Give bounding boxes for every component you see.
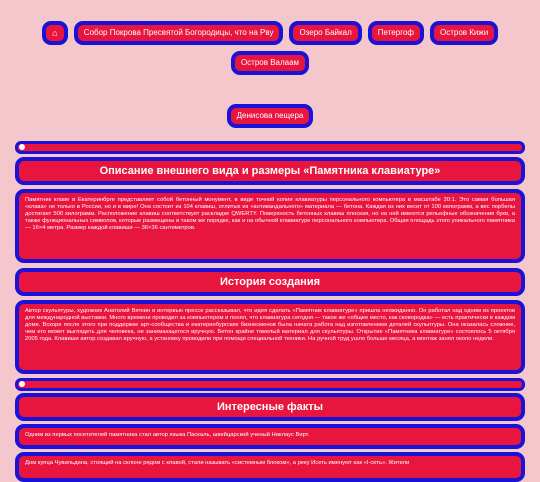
nav-item-kizhi[interactable]: Остров Кижи <box>430 21 498 45</box>
top-nav-row2 <box>0 83 540 128</box>
scroll-knob[interactable] <box>19 144 25 150</box>
facts-panel-2: Дом купца Чувильдина, стоящий на склоне рядом с клавой, стали называть «системным блоком», а реку Исеть именуют как «I-сеть». Жители <box>15 452 525 482</box>
nav-item-baikal[interactable]: Озеро Байкал <box>289 21 361 45</box>
nav-item-denisova[interactable]: Денисова пещера <box>227 104 314 128</box>
scroll-bar[interactable] <box>15 141 525 154</box>
history-title: История создания <box>15 268 525 296</box>
history-panel: Автор скульптуры, художник Анатолий Вяткин в интервью прессе рассказывал, что идея сделать «Памятник клавиатуре» пришла неожиданно. Он работал над одним из проектов для международной выставки. Много времени проводил за компьютером и понял, что клавиатура сегодня — такое же «общее место, как сковородка» — есть практически в каждом доме. Вскоре после этого при поддержке арт-сообщества и екатеринбургских бизнесменов была начата работа над изготовлением деталей скульптуры. Она оказалась сложнее, чем его может выглядеть для человека, не занимающегося вручную. Бетон крайне тяжелый материал для скульптуры. Открытие «Памятника клавиатуре» состоялось 5 октября 2005 года. Клавиши автор создавал вручную, а установку проводили при помощи специальной техники. На ручной труд ушло больше месяца, а монтаж занял около недели. <box>15 300 525 374</box>
description-panel: Памятник клаве в Екатеринбрге представляет собой бетонный монумент, в виде точной копии клавиатуры персонального компьютера в масштабе 30:1. Это самая большая «клава» не только в России, но и в мире! Она состоит из 104 клавиш, отлитых из «антивандального» материала — бетона. Каждая из них весит от 100 килограмм, а вес порбелы достигает 500 килограмм. Расположение клавиш соответствует раскладке QWERTY. Поверхность бетонных клавиш плоская, но на ней имеются рельефные обозначения букв, а также функциональных символов, которые размещены в таком же порядке, как и на обычной клавиатуре персонального компьютера. Общая площадь этого уникального памятника — 16×4 метра. Размер каждой клавиши — 36×36 сантиметров. <box>15 189 525 263</box>
facts-panel-1: Одним из первых посетителей памятника стал автор языка Паскаль, швейцарский ученый Никлаус Вирт. <box>15 424 525 449</box>
scroll-bar-2[interactable] <box>15 378 525 391</box>
scroll-knob-2[interactable] <box>19 381 25 387</box>
nav-item-peterhof[interactable]: Петергоф <box>368 21 424 45</box>
nav-home-button[interactable] <box>42 21 68 45</box>
description-title: Описание внешнего вида и размеры «Памятника клавиатуре» <box>15 157 525 185</box>
facts-title: Интересные факты <box>15 393 525 421</box>
home-icon: ⌂ <box>52 28 58 38</box>
top-nav <box>0 0 540 75</box>
nav-item-pokrov[interactable]: Собор Покрова Пресвятой Богородицы, что на Рву <box>74 21 284 45</box>
nav-item-valaam[interactable]: Остров Валаам <box>231 51 309 75</box>
